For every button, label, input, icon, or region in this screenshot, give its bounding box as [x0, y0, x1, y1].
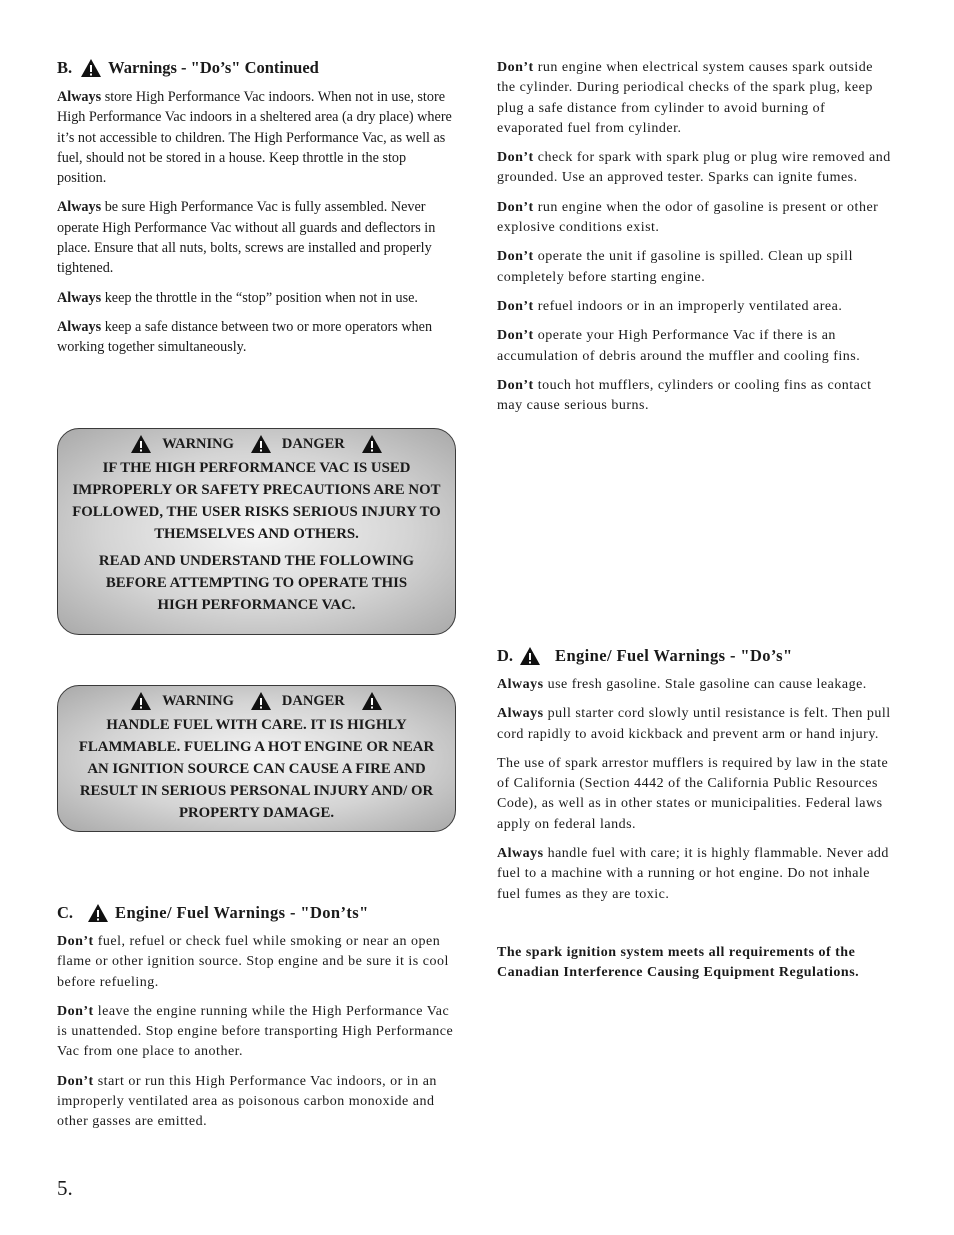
warning-triangle-icon — [361, 434, 383, 454]
warning-triangle-icon — [87, 903, 109, 923]
lead-word: Always — [57, 89, 102, 105]
lead-word: Don’t — [497, 60, 534, 75]
section-b-letter: B. — [57, 58, 73, 77]
item-text: check for spark with spark plug or plug wire removed and grounded. Use an approved tester. Sparks can ignite fumes. — [497, 150, 891, 186]
section-c — [57, 903, 455, 1142]
section-c-item-2 — [57, 1002, 455, 1063]
warning-danger-box-1 — [57, 428, 456, 635]
section-b-item-2 — [57, 197, 457, 278]
page-number: 5. — [57, 1176, 73, 1200]
section-d-item-2 — [497, 704, 892, 745]
right-dont-item-6 — [497, 326, 892, 367]
right-dont-item-4 — [497, 247, 892, 288]
section-d-title: Engine/ Fuel Warnings - "Do’s" — [555, 646, 793, 665]
item-text: pull starter cord slowly until resistance is felt. Then pull cord rapidly to avoid kickback and prevent arm or hand injury. — [497, 706, 891, 742]
section-b-title: Warnings - "Do’s" Continued — [108, 58, 319, 77]
section-c-item-1 — [57, 932, 455, 993]
section-c-title: Engine/ Fuel Warnings - "Don’ts" — [115, 903, 369, 922]
warning-triangle-icon — [361, 691, 383, 711]
lead-word: Always — [57, 289, 102, 306]
canadian-regulation-note: The spark ignition system meets all requirements of the Canadian Interference Causing Equipment Regulations. — [497, 944, 860, 981]
right-donts — [497, 58, 892, 425]
warning-triangle-icon — [130, 691, 152, 711]
warning-danger-box-2 — [57, 685, 456, 832]
lead-word: Don’t — [497, 199, 534, 215]
section-b — [57, 58, 457, 367]
section-b-item-1 — [57, 87, 457, 188]
lead-word: Don’t — [497, 298, 534, 314]
item-text: operate the unit if gasoline is spilled. Clean up spill completely before starting engine. — [497, 249, 853, 285]
warning-box-header — [62, 433, 451, 455]
danger-label: DANGER — [281, 436, 345, 452]
item-text: run engine when electrical system causes spark outside the cylinder. During periodical checks of the spark plug, keep plug a safe distance from cylinder to avoid burning of evaporated fuel from cylinder. — [497, 60, 874, 136]
right-dont-item-7 — [497, 376, 892, 417]
lead-word: Don’t — [57, 1073, 94, 1089]
lead-word: Don’t — [497, 328, 534, 344]
item-text: store High Performance Vac indoors. When not in use, store High Performance Vac indoors in a sheltered area (a dry place) where it’s not accessible to children. The High Performance Vac, as well as fuel, should not be stored in a house. Keep throttle in the stop position. — [57, 89, 452, 187]
section-d-item-3: The use of spark arrestor mufflers is required by law in the state of California (Section 4442 of the California Public Resources Code), as well as in other states or municipalities. Federal laws apply on federal lands. — [497, 755, 889, 832]
right-dont-item-1 — [497, 58, 892, 139]
warning-label: WARNING — [162, 693, 234, 709]
item-text: operate your High Performance Vac if there is an accumulation of debris around the muffler and cooling fins. — [497, 328, 861, 364]
lead-word: Don’t — [497, 150, 534, 166]
item-text: be sure High Performance Vac is fully assembled. Never operate High Performance Vac without all guards and deflectors in place. Ensure that all nuts, bolts, screws are installed and properly tightened. — [57, 199, 436, 277]
section-d-item-4 — [497, 844, 892, 905]
lead-word: Always — [57, 199, 102, 216]
section-b-heading — [57, 58, 457, 78]
lead-word: Always — [57, 318, 102, 335]
section-b-item-4 — [57, 317, 457, 358]
item-text: keep the throttle in the “stop” position when not in use. — [101, 289, 418, 306]
section-b-item-3 — [57, 288, 457, 308]
warning-triangle-icon — [130, 434, 152, 454]
lead-word: Don’t — [497, 377, 534, 393]
lead-word: Always — [497, 706, 544, 722]
lead-word: Don’t — [57, 934, 94, 949]
lead-word: Always — [497, 677, 544, 692]
section-d — [497, 646, 892, 993]
right-dont-item-2 — [497, 148, 892, 189]
lead-word: Don’t — [57, 1003, 94, 1019]
section-c-item-3 — [57, 1072, 455, 1133]
lead-word: Don’t — [497, 249, 534, 265]
warning-triangle-icon — [250, 434, 272, 454]
item-text: refuel indoors or in an improperly ventilated area. — [533, 298, 843, 314]
lead-word: Always — [497, 846, 544, 862]
item-text: handle fuel with care; it is highly flammable. Never add fuel to a machine with a running or hot engine. Do not inhale fuel fumes as they are toxic. — [497, 846, 889, 902]
warning-box-1-text-2: READ AND UNDERSTAND THE FOLLOWING BEFORE ATTEMPTING TO OPERATE THIS HIGH PERFORMANCE VAC. — [98, 553, 415, 613]
warning-triangle-icon — [250, 691, 272, 711]
item-text: start or run this High Performance Vac indoors, or in an improperly ventilated area as poisonous carbon monoxide and other gasses are emitted. — [57, 1073, 437, 1130]
section-d-letter: D. — [497, 646, 514, 665]
item-text: keep a safe distance between two or more operators when working together simultaneously. — [57, 318, 433, 356]
item-text: use fresh gasoline. Stale gasoline can cause leakage. — [543, 677, 867, 692]
warning-box-header — [62, 690, 451, 712]
right-dont-item-3 — [497, 198, 892, 239]
item-text: touch hot mufflers, cylinders or cooling fins as contact may cause serious burns. — [497, 377, 872, 414]
warning-triangle-icon — [519, 646, 541, 666]
item-text: leave the engine running while the High Performance Vac is unattended. Stop engine before transporting High Performance Vac from one place to another. — [57, 1003, 454, 1060]
warning-box-2-text: HANDLE FUEL WITH CARE. IT IS HIGHLY FLAMMABLE. FUELING A HOT ENGINE OR NEAR AN IGNITION SOURCE CAN CAUSE A FIRE AND RESULT IN SERIOUS PERSONAL INJURY AND/ OR PROPERTY DAMAGE. — [78, 717, 435, 821]
section-d-heading — [497, 646, 892, 666]
item-text: run engine when the odor of gasoline is present or other explosive conditions exist. — [497, 199, 879, 236]
warning-box-1-text-1: IF THE HIGH PERFORMANCE VAC IS USED IMPROPERLY OR SAFETY PRECAUTIONS ARE NOT FOLLOWED, THE USER RISKS SERIOUS INJURY TO THEMSELVES AND OTHERS. — [72, 460, 441, 542]
section-d-item-1 — [497, 675, 892, 695]
item-text: fuel, refuel or check fuel while smoking or near an open flame or other ignition source. Stop engine and be sure it is cool before refueling. — [57, 934, 449, 990]
warning-triangle-icon — [80, 58, 102, 78]
right-dont-item-5 — [497, 297, 892, 317]
section-c-heading — [57, 903, 455, 923]
warning-label: WARNING — [162, 436, 234, 452]
section-c-letter: C. — [57, 903, 74, 922]
danger-label: DANGER — [281, 693, 345, 709]
